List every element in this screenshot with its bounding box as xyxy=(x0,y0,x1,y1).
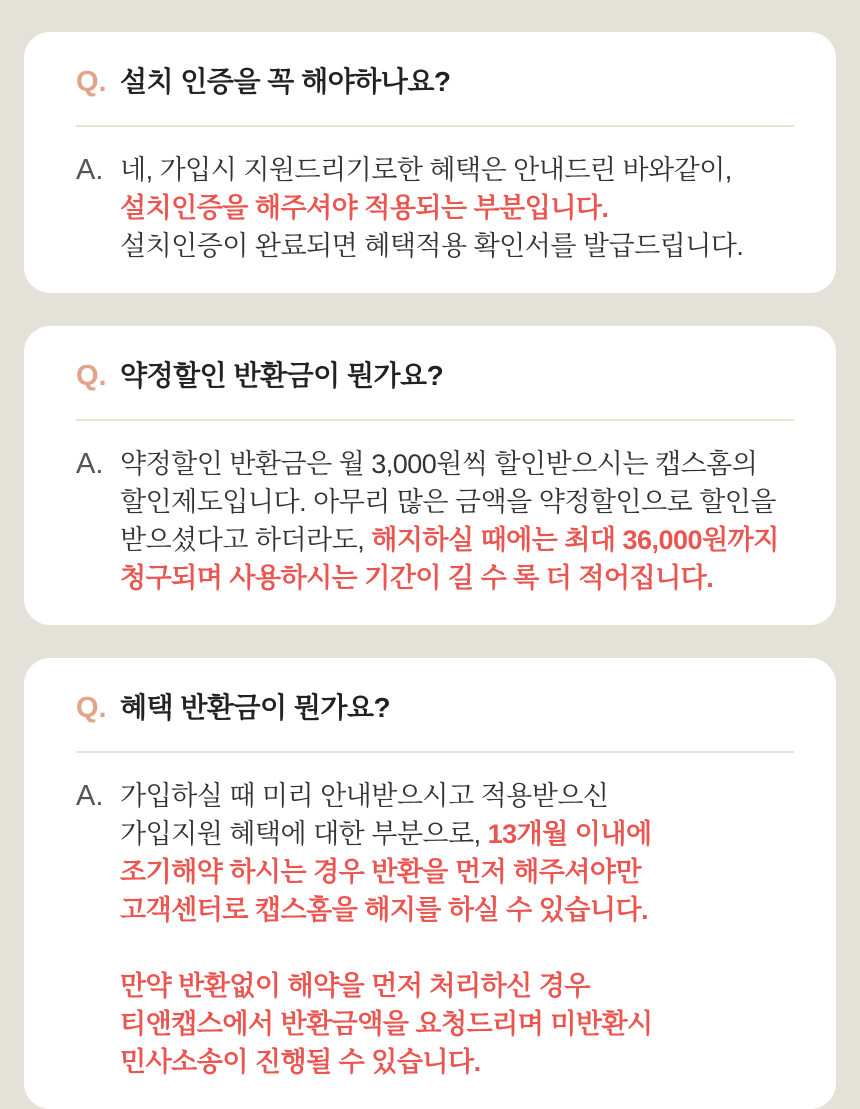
answer-line xyxy=(120,967,794,1005)
question-row xyxy=(76,66,794,99)
answer-text-segment: 가입지원 혜택에 대한 부분으로, xyxy=(120,819,488,849)
answer-line xyxy=(120,445,794,483)
answer-line xyxy=(120,151,794,189)
answer-line xyxy=(120,1005,794,1043)
answer-line xyxy=(120,777,794,815)
question-text: 혜택 반환금이 뭔가요? xyxy=(120,692,391,723)
question-row xyxy=(76,360,794,393)
answer-text-segment: 받으셨다고 하더라도, xyxy=(120,525,372,555)
answer-paragraph xyxy=(120,777,794,929)
answer-marker: A. xyxy=(76,448,104,480)
answer-text xyxy=(120,777,794,1081)
highlighted-text: 설치인증을 해주셔야 적용되는 부분입니다. xyxy=(120,193,609,223)
answer-paragraph xyxy=(120,151,794,265)
answer-line xyxy=(120,521,794,559)
answer-row xyxy=(76,151,794,265)
faq-card xyxy=(24,32,836,293)
answer-paragraph xyxy=(120,445,794,597)
divider xyxy=(76,125,794,127)
highlighted-text: 만약 반환없이 해약을 먼저 처리하신 경우 xyxy=(120,971,590,1001)
answer-text-segment: 할인제도입니다. 아무리 많은 금액을 약정할인으로 할인을 xyxy=(120,487,776,517)
faq-list xyxy=(24,32,836,1109)
question-text: 설치 인증을 꼭 해야하나요? xyxy=(120,66,451,97)
answer-row xyxy=(76,777,794,1081)
answer-line xyxy=(120,483,794,521)
answer-line xyxy=(120,189,794,227)
question-marker: Q. xyxy=(76,360,107,392)
answer-line xyxy=(120,227,794,265)
question-marker: Q. xyxy=(76,692,107,724)
faq-card xyxy=(24,326,836,625)
highlighted-text: 티앤캡스에서 반환금액을 요청드리며 미반환시 xyxy=(120,1009,653,1039)
answer-marker: A. xyxy=(76,780,104,812)
answer-line xyxy=(120,559,794,597)
answer-paragraph xyxy=(120,967,794,1081)
highlighted-text: 조기해약 하시는 경우 반환을 먼저 해주셔야만 xyxy=(120,857,642,887)
highlighted-text: 13개월 이내에 xyxy=(487,819,652,849)
question-marker: Q. xyxy=(76,66,107,98)
answer-text-segment: 네, 가입시 지원드리기로한 혜택은 안내드린 바와같이, xyxy=(120,155,732,185)
faq-card xyxy=(24,658,836,1109)
answer-row xyxy=(76,445,794,597)
answer-line xyxy=(120,815,794,853)
answer-text xyxy=(120,151,794,265)
answer-text-segment: 가입하실 때 미리 안내받으시고 적용받으신 xyxy=(120,781,609,811)
answer-text xyxy=(120,445,794,597)
divider xyxy=(76,419,794,421)
answer-text-segment: 설치인증이 완료되면 혜택적용 확인서를 발급드립니다. xyxy=(120,231,744,261)
highlighted-text: 고객센터로 캡스홈을 해지를 하실 수 있습니다. xyxy=(120,895,649,925)
answer-marker: A. xyxy=(76,154,104,186)
question-row xyxy=(76,692,794,725)
answer-line xyxy=(120,1043,794,1081)
question-text: 약정할인 반환금이 뭔가요? xyxy=(120,360,444,391)
answer-text-segment: 약정할인 반환금은 월 3,000원씩 할인받으시는 캡스홈의 xyxy=(120,449,758,479)
answer-line xyxy=(120,891,794,929)
highlighted-text: 청구되며 사용하시는 기간이 길 수 록 더 적어집니다. xyxy=(120,563,714,593)
highlighted-text: 해지하실 때에는 최대 36,000원까지 xyxy=(371,525,779,555)
answer-line xyxy=(120,853,794,891)
divider xyxy=(76,751,794,753)
highlighted-text: 민사소송이 진행될 수 있습니다. xyxy=(120,1047,481,1077)
